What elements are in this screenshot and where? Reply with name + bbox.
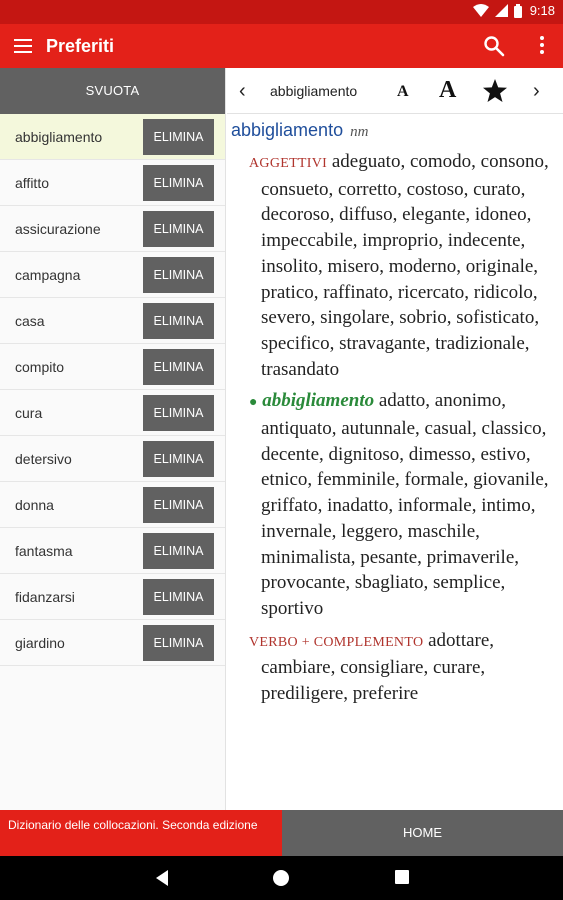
favorite-word[interactable]: fidanzarsi: [15, 588, 75, 605]
home-circle-icon[interactable]: [272, 869, 290, 887]
favorite-word[interactable]: compito: [15, 358, 65, 375]
search-icon[interactable]: [483, 35, 505, 57]
favorite-word[interactable]: fantasma: [15, 542, 73, 559]
favorites-list: [0, 114, 225, 666]
delete-button[interactable]: ELIMINA: [143, 487, 214, 523]
favorite-word[interactable]: cura: [15, 404, 43, 421]
collocation-list: adeguato, comodo, consono, consueto, corretto, costoso, curato, decoroso, diffuso, elegante, idoneo, impeccabile, improprio, indecente, insolito, misero, moderno, originale, pratico, raffinato, ricercato, ridicolo, severo, singolare, sobrio, sofisticato, specifico, stravagante, tradizionale, trasandato: [261, 151, 549, 380]
app-bar: [0, 24, 563, 68]
list-item[interactable]: [0, 482, 225, 528]
delete-button[interactable]: ELIMINA: [143, 303, 214, 339]
collocation-block-verb: [231, 628, 563, 707]
delete-button[interactable]: ELIMINA: [143, 395, 214, 431]
collocation-list: adottare, cambiare, consigliare, curare, prediligere, preferire: [261, 629, 495, 705]
collocation-block-adjectives: [231, 149, 563, 382]
category-label: AGGETTIVI: [249, 156, 328, 171]
next-entry-icon[interactable]: ›: [533, 80, 540, 102]
list-item[interactable]: [0, 298, 225, 344]
status-bar: [0, 0, 563, 24]
collocation-block-sub: [231, 388, 563, 621]
delete-button[interactable]: ELIMINA: [143, 211, 214, 247]
wifi-icon: [473, 4, 489, 17]
recents-icon[interactable]: [394, 869, 410, 885]
list-item[interactable]: [0, 114, 225, 160]
signal-icon: [495, 4, 508, 17]
list-item[interactable]: [0, 252, 225, 298]
list-item[interactable]: [0, 160, 225, 206]
entry-headword: [231, 120, 563, 141]
entry-toolbar: [227, 68, 563, 114]
list-item[interactable]: [0, 574, 225, 620]
delete-button[interactable]: ELIMINA: [143, 533, 214, 569]
favorite-word[interactable]: abbigliamento: [15, 128, 103, 145]
dictionary-title-button[interactable]: Dizionario delle collocazioni. Seconda edizione: [0, 810, 282, 856]
favorite-word[interactable]: campagna: [15, 266, 81, 283]
favorite-word[interactable]: casa: [15, 312, 45, 329]
list-item[interactable]: [0, 344, 225, 390]
list-item[interactable]: [0, 206, 225, 252]
increase-font-button[interactable]: A: [439, 77, 457, 103]
more-vert-icon[interactable]: [539, 36, 545, 56]
star-icon[interactable]: [482, 78, 508, 104]
battery-icon: [514, 4, 522, 18]
category-label: VERBO + COMPLEMENTO: [249, 634, 424, 650]
delete-button[interactable]: ELIMINA: [143, 257, 214, 293]
favorites-pane: [0, 68, 226, 810]
entry-pane: [227, 68, 563, 810]
delete-button[interactable]: ELIMINA: [143, 441, 214, 477]
delete-button[interactable]: ELIMINA: [143, 625, 214, 661]
favorite-word[interactable]: detersivo: [15, 450, 72, 467]
favorite-word[interactable]: donna: [15, 496, 54, 513]
entry-headword-text: abbigliamento: [231, 120, 344, 140]
bottom-bar: [0, 810, 563, 856]
decrease-font-button[interactable]: A: [397, 83, 409, 100]
clear-all-button[interactable]: SVUOTA: [0, 68, 225, 114]
list-item[interactable]: [0, 390, 225, 436]
delete-button[interactable]: ELIMINA: [143, 119, 214, 155]
sub-headword: abbigliamento: [262, 390, 375, 412]
delete-button[interactable]: ELIMINA: [143, 165, 214, 201]
delete-button[interactable]: ELIMINA: [143, 579, 214, 615]
clock: 9:18: [529, 3, 555, 18]
favorite-word[interactable]: giardino: [15, 634, 65, 651]
previous-entry-icon[interactable]: ‹: [239, 80, 246, 102]
delete-button[interactable]: ELIMINA: [143, 349, 214, 385]
system-nav-bar: [0, 856, 563, 900]
status-icons: [473, 3, 555, 18]
page-title: Preferiti: [46, 36, 115, 56]
list-item[interactable]: [0, 620, 225, 666]
favorite-word[interactable]: assicurazione: [15, 220, 101, 237]
toolbar-headword: abbigliamento: [270, 83, 358, 99]
favorite-word[interactable]: affitto: [15, 174, 49, 191]
list-item[interactable]: [0, 528, 225, 574]
part-of-speech: nm: [350, 124, 369, 140]
list-item[interactable]: [0, 436, 225, 482]
back-icon[interactable]: [154, 869, 170, 887]
entry-body: [227, 114, 563, 707]
bullet-icon: ●: [249, 395, 258, 411]
menu-icon[interactable]: [14, 39, 32, 53]
collocation-list: adatto, anonimo, antiquato, autunnale, casual, classico, decente, dignitoso, dimesso, estivo, etnico, femminile, formale, giovanile, griffato, inadatto, informale, intimo, invernale, leggero, maschile, minimalista, pesante, primaverile, provocante, sbagliato, semplice, sportivo: [261, 390, 549, 619]
home-button[interactable]: HOME: [282, 810, 563, 856]
